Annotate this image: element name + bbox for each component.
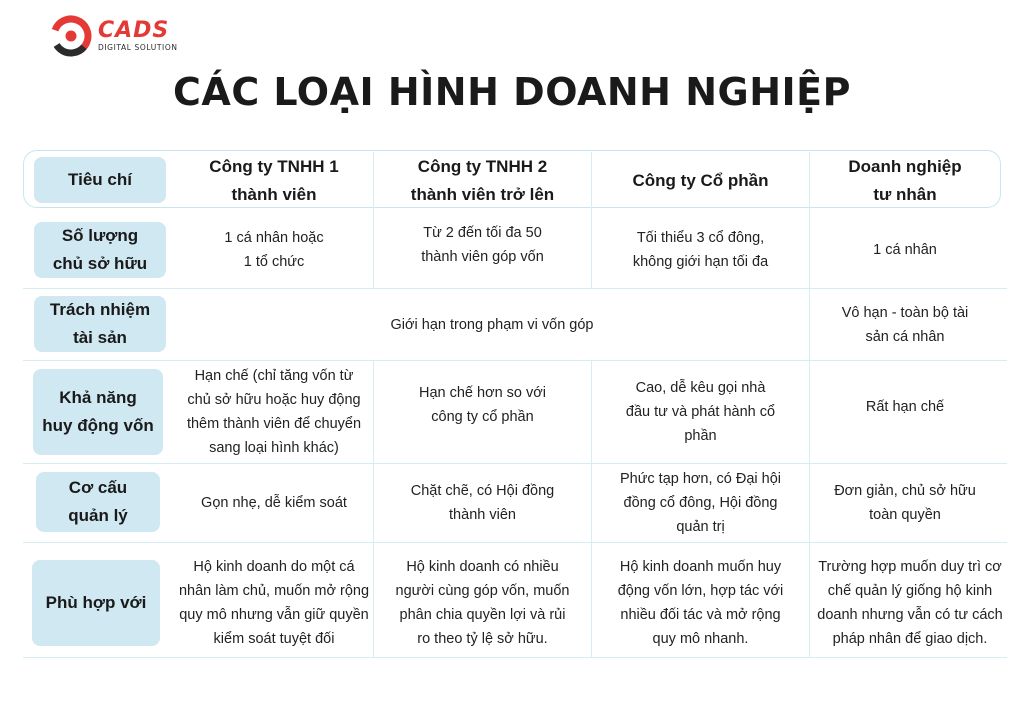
header-co-phan: Công ty Cổ phần (632, 171, 769, 190)
cell-suitable-tnhh-1: Hộ kinh doanh do một cá nhân làm chủ, muốn mở rộng quy mô nhưng vẫn giữ quyền kiểm soát tuyệt đối (178, 558, 370, 647)
cell-liability-tu-nhan: Vô hạn - toàn bộ tài sản cá nhân (841, 304, 969, 345)
cell-management-tnhh-2: Chặt chẽ, có Hội đồng thành viên (410, 483, 555, 523)
brand-name: CADS (98, 18, 170, 44)
header-criteria-label: Tiêu chí (34, 157, 166, 203)
row-label-suitable-for: Phù hợp với (32, 560, 160, 646)
cell-capital-tnhh-1: Hạn chế (chỉ tăng vốn từ chủ sở hữu hoặc huy động thêm thành viên để chuyển sang loại hình khác) (186, 368, 362, 456)
header-tnhh-2: Công ty TNHH 2 thành viên trở lên (410, 157, 555, 204)
cell-suitable-tnhh-2: Hộ kinh doanh có nhiều người cùng góp vốn, muốn phân chia quyền lợi và rủi ro theo tỷ lệ sở hữu. (395, 558, 570, 647)
cell-capital-tu-nhan: Rất hạn chế (865, 399, 945, 415)
page-title: CÁC LOẠI HÌNH DOANH NGHIỆP (173, 70, 851, 114)
cell-management-co-phan: Phức tạp hơn, có Đại hội đồng cổ đông, Hội đồng quản trị (619, 471, 782, 535)
cell-owners-tnhh-2: Từ 2 đến tối đa 50 thành viên góp vốn (421, 225, 544, 265)
cell-owners-tnhh-1: 1 cá nhân hoặc 1 tổ chức (224, 230, 324, 270)
row-divider (23, 542, 1007, 543)
cell-owners-tu-nhan: 1 cá nhân (873, 242, 937, 258)
cell-owners-co-phan: Tối thiểu 3 cổ đông, không giới hạn tối đa (632, 230, 769, 270)
cads-logo-icon (48, 13, 94, 59)
row-label-owners: Số lượng chủ sở hữu (34, 222, 166, 278)
cell-capital-tnhh-2: Hạn chế hơn so với công ty cổ phần (418, 385, 547, 425)
cell-liability-limited: Giới hạn trong phạm vi vốn góp (175, 289, 809, 360)
header-tu-nhan: Doanh nghiệp tư nhân (848, 157, 962, 204)
brand-tagline: DIGITAL SOLUTION (98, 43, 178, 53)
row-label-capital: Khả năng huy động vốn (33, 369, 163, 455)
cell-suitable-tu-nhan: Trường hợp muốn duy trì cơ chế quản lý giống hộ kinh doanh nhưng vẫn có tư cách pháp nhân để giao dịch. (817, 558, 1003, 647)
header-tnhh-1: Công ty TNHH 1 thành viên (209, 157, 339, 204)
cell-suitable-co-phan: Hộ kinh doanh muốn huy động vốn lớn, hợp tác với nhiều đối tác và mở rộng quy mô nhanh. (617, 558, 784, 647)
cell-capital-co-phan: Cao, dễ kêu gọi nhà đầu tư và phát hành cổ phần (625, 380, 776, 444)
brand-logo (48, 12, 178, 60)
cell-management-tu-nhan: Đơn giản, chủ sở hữu toàn quyền (834, 483, 976, 523)
row-divider (23, 657, 1007, 658)
row-label-liability: Trách nhiệm tài sản (34, 296, 166, 352)
cell-management-tnhh-1: Gọn nhẹ, dễ kiểm soát (201, 495, 347, 511)
row-label-management: Cơ cấu quản lý (36, 472, 160, 532)
